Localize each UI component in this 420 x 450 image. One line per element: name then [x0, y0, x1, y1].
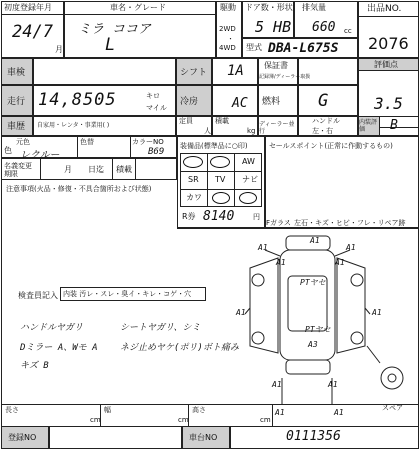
- equip-ac-mark: [183, 156, 203, 168]
- inspection-value-cell: [33, 58, 176, 85]
- mileage-label: 走行: [7, 97, 26, 107]
- history-sub: 自家用・レンタ・事業用( ): [37, 122, 110, 129]
- r-ticket-value: 8140: [203, 209, 235, 224]
- length-cm: cm: [90, 416, 101, 424]
- inspector-note-3: Dミラー A、Wモ A: [20, 343, 98, 353]
- score-label: 評価点: [374, 60, 398, 69]
- equip-sr: SR: [188, 175, 199, 184]
- chassis-label: 車台NO: [189, 433, 218, 442]
- equip-pw-mark: [239, 192, 257, 204]
- car-diagram: [220, 228, 419, 404]
- damage-mark-3: A1: [346, 243, 356, 252]
- cc-unit: cc: [344, 27, 352, 35]
- color-label: 色: [4, 146, 12, 155]
- damage-mark-6: A1: [236, 308, 246, 317]
- interior-value: B: [390, 118, 398, 133]
- lot-label: 出品NO.: [367, 4, 402, 14]
- damage-mark-9: A1: [328, 380, 338, 389]
- handle-label: ハンドル: [312, 117, 340, 125]
- car-name: ミラ ココア: [78, 22, 151, 37]
- length-label: 長さ: [5, 406, 19, 414]
- height-label: 高さ: [192, 406, 206, 414]
- notes-label: 注意事項(火品・修復・不具合箇所および状態): [6, 185, 152, 193]
- door-shape-value: 5 HB: [255, 18, 292, 36]
- sales-point-label: セールスポイント(正常に作動するもの): [269, 142, 393, 150]
- fuel-value: G: [318, 91, 329, 111]
- warranty-sub: 記録簿/ディーラー取扱: [259, 74, 311, 80]
- equip-tv: TV: [215, 175, 226, 184]
- door-shape-label: ドア数・形状: [245, 3, 293, 12]
- drive-4wd: 4WD: [219, 44, 236, 52]
- first-reg-label: 初度登録年月: [4, 3, 52, 12]
- km-label: キロ: [146, 92, 160, 100]
- shift-value: 1A: [227, 63, 244, 79]
- equip-aw: AW: [242, 157, 255, 166]
- inspector-note-4: ネジ止めヤケ(ポリ)ボト痛み: [120, 343, 239, 353]
- inspector-note-2: シートヤガリ、シミ: [120, 323, 201, 333]
- equip-airbag-mark: [212, 192, 230, 204]
- inspector-note-5: キズ B: [20, 361, 49, 371]
- inspection-label: 車検: [7, 68, 26, 78]
- ac-label: 冷房: [180, 97, 199, 107]
- width-cm: cm: [178, 416, 189, 424]
- name-change-day: 日迄: [88, 165, 104, 174]
- drive-label: 駆動: [220, 3, 236, 12]
- interior-label: 内装評価: [359, 119, 378, 133]
- damage-pt-1: PTヤセ: [300, 278, 326, 287]
- name-change-loaded: 積載: [116, 165, 132, 174]
- equipment-title: 装備品(標準品に○印): [180, 142, 248, 150]
- history-label: 車歴: [7, 122, 26, 132]
- spare-label: スペア: [382, 404, 403, 412]
- damage-a3: A3: [308, 340, 318, 349]
- model-label: 型式: [246, 43, 262, 52]
- handle-value: 左・右: [312, 127, 333, 135]
- damage-mark-1: A1: [258, 243, 268, 252]
- color-no-value: B69: [148, 147, 165, 157]
- load-label: 積載: [215, 117, 229, 125]
- chassis-value: 0111356: [286, 429, 341, 444]
- damage-mark-4: A1: [276, 258, 286, 267]
- grade: L: [105, 35, 116, 55]
- drive-2wd: 2WD: [219, 25, 236, 33]
- damage-pt-2: PTヤセ: [305, 325, 331, 334]
- first-reg-value: 24/7: [12, 22, 53, 42]
- changed-color-label: 色替: [80, 138, 94, 146]
- inspector-label: 検査員記入: [18, 291, 58, 300]
- equip-leather: カワ: [186, 193, 202, 202]
- r-ticket-label: R券: [182, 212, 196, 221]
- inspector-header: 内装 汚レ・スレ・臭イ・キレ・コゲ・穴: [63, 290, 192, 298]
- score-value: 3.5: [374, 94, 403, 113]
- damage-mark-7: A1: [372, 308, 382, 317]
- ac-value: AC: [232, 96, 248, 111]
- kg-unit: kg: [247, 127, 256, 135]
- damage-mark-2: A1: [310, 236, 320, 245]
- glass-label: Fガラス: [266, 219, 291, 227]
- damage-mark-10: A1: [275, 408, 285, 417]
- height-cm: cm: [260, 416, 271, 424]
- displacement-label: 排気量: [302, 3, 326, 12]
- yen-unit: 円: [253, 213, 260, 221]
- mileage-value: 14,8505: [38, 90, 117, 110]
- color-value: レクルー: [20, 150, 60, 161]
- damage-mark-8: A1: [272, 380, 282, 389]
- glass-value: 左石・キズ・ヒビ・フレ・リペア跡: [294, 219, 406, 227]
- model-value: DBA-L675S: [268, 41, 339, 56]
- name-change-month: 月: [64, 165, 72, 174]
- equip-navi: ナビ: [242, 175, 258, 184]
- width-label: 幅: [104, 406, 111, 414]
- color-no-label: カラーNO: [132, 138, 164, 146]
- original-color-label: 元色: [16, 138, 30, 146]
- name-change-label: 名義変更期限: [4, 162, 32, 178]
- shift-label: シフト: [180, 68, 208, 78]
- lot-value: 2076: [368, 34, 409, 53]
- inspector-note-1: ハンドルヤガリ: [20, 323, 84, 333]
- mile-label: マイル: [146, 104, 167, 112]
- damage-mark-11: A1: [334, 408, 344, 417]
- reg-no-label: 登録NO: [8, 433, 37, 442]
- damage-mark-5: A1: [335, 258, 345, 267]
- equip-ps-mark: [210, 156, 230, 168]
- dealer-label: ディーラー並行: [259, 121, 295, 135]
- fuel-label: 燃料: [262, 97, 281, 107]
- warranty-label: 保証書: [264, 61, 288, 70]
- name-grade-label: 車名・グレード: [110, 3, 166, 12]
- capacity-label: 定員: [179, 117, 193, 125]
- person-unit: 人: [204, 127, 211, 135]
- month-suffix: 月: [55, 45, 63, 54]
- displacement-value: 660: [312, 20, 336, 35]
